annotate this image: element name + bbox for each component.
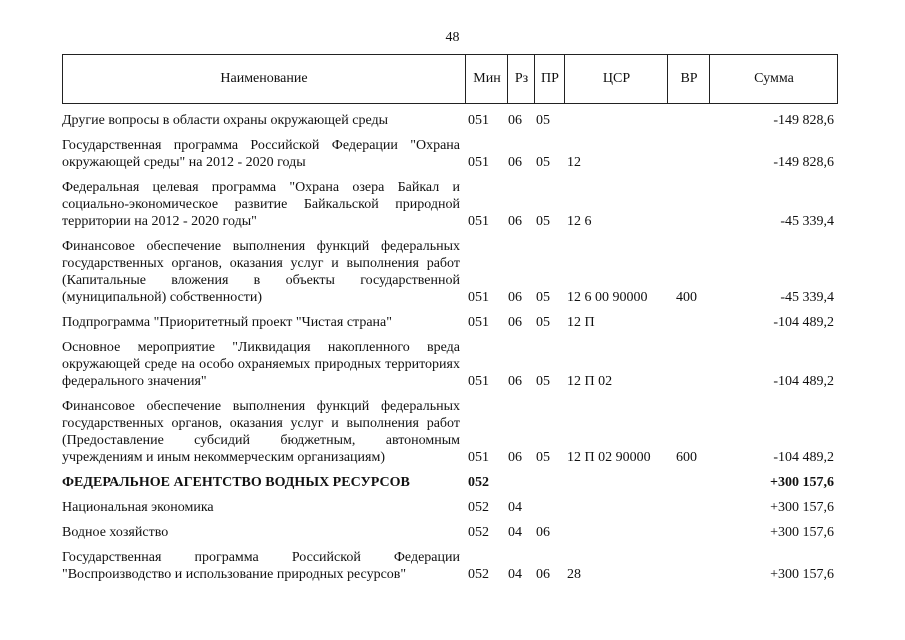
row-cell-sum: +300 157,6 <box>770 567 834 582</box>
row-cell-sum: -104 489,2 <box>773 450 834 465</box>
table-row <box>62 474 838 491</box>
table-row <box>62 314 838 331</box>
row-cell-csr: 28 <box>567 567 581 582</box>
table-row <box>62 549 838 583</box>
row-cell-name: Основное мероприятие "Ликвидация накопленного вреда окружающей среде на особо охраняемых природных территориях федерального значения" <box>62 340 460 389</box>
row-cell-sum: +300 157,6 <box>770 500 834 515</box>
row-cell-sum: -104 489,2 <box>773 315 834 330</box>
row-cell-rz: 04 <box>508 525 522 540</box>
table-header <box>62 54 838 104</box>
column-header-pr: ПР <box>534 55 565 103</box>
row-cell-pr: 05 <box>536 214 550 229</box>
row-cell-min: 051 <box>468 214 489 229</box>
row-cell-min: 051 <box>468 374 489 389</box>
row-cell-name: Государственная программа Российской Федерации "Охрана окружающей среды" на 2012 - 2020 годы <box>62 138 460 170</box>
column-header-csr: ЦСР <box>564 55 668 103</box>
column-header-name: Наименование <box>220 71 308 86</box>
column-header-min: Мин <box>465 55 508 103</box>
column-header-rz: Рз <box>507 55 535 103</box>
row-cell-sum: -149 828,6 <box>773 155 834 170</box>
row-cell-rz: 06 <box>508 374 522 389</box>
row-cell-rz: 06 <box>508 450 522 465</box>
row-cell-min: 052 <box>468 567 489 582</box>
row-cell-name: Водное хозяйство <box>62 525 169 540</box>
row-cell-rz: 06 <box>508 113 522 128</box>
row-cell-name: Подпрограмма "Приоритетный проект "Чистая страна" <box>62 315 392 330</box>
row-cell-sum: -45 339,4 <box>780 214 834 229</box>
row-cell-sum: -104 489,2 <box>773 374 834 389</box>
table-row <box>62 524 838 541</box>
row-cell-sum: -149 828,6 <box>773 113 834 128</box>
table-row <box>62 499 838 516</box>
row-cell-rz: 06 <box>508 155 522 170</box>
row-cell-rz: 06 <box>508 315 522 330</box>
table-row <box>62 179 838 230</box>
column-header-sum: Сумма <box>709 55 838 103</box>
row-cell-name: Государственная программа Российской Федерации "Воспроизводство и использование природных ресурсов" <box>62 550 460 582</box>
row-cell-name: Национальная экономика <box>62 500 214 515</box>
row-cell-rz: 04 <box>508 500 522 515</box>
row-cell-pr: 05 <box>536 374 550 389</box>
row-cell-min: 052 <box>468 475 489 490</box>
row-cell-rz: 06 <box>508 214 522 229</box>
row-cell-name: ФЕДЕРАЛЬНОЕ АГЕНТСТВО ВОДНЫХ РЕСУРСОВ <box>62 475 410 490</box>
row-cell-min: 051 <box>468 155 489 170</box>
row-cell-sum: -45 339,4 <box>780 290 834 305</box>
row-cell-pr: 05 <box>536 113 550 128</box>
row-cell-csr: 12 6 00 90000 <box>567 290 648 305</box>
row-cell-pr: 06 <box>536 567 550 582</box>
row-cell-min: 052 <box>468 525 489 540</box>
table-row <box>62 398 838 466</box>
column-header-vr: ВР <box>667 55 710 103</box>
row-cell-csr: 12 П <box>567 315 595 330</box>
table-row <box>62 238 838 306</box>
row-cell-csr: 12 П 02 <box>567 374 613 389</box>
table-body <box>62 112 838 583</box>
row-cell-name: Федеральная целевая программа "Охрана озера Байкал и социально-экономическое развитие Байкальской природной территории на 2012 - 2020 годы" <box>62 180 460 229</box>
row-cell-pr: 05 <box>536 315 550 330</box>
row-cell-name: Финансовое обеспечение выполнения функций федеральных государственных органов, оказания услуг и выполнения работ (Капитальные вложения в объекты государственной (муниципальной) собственности) <box>62 239 460 305</box>
row-cell-pr: 05 <box>536 290 550 305</box>
row-cell-min: 051 <box>468 450 489 465</box>
row-cell-sum: +300 157,6 <box>770 525 834 540</box>
row-cell-pr: 06 <box>536 525 550 540</box>
row-cell-name: Финансовое обеспечение выполнения функций федеральных государственных органов, оказания услуг и выполнения работ (Предоставление субсидий бюджетным, автономным учреждениям и иным некоммерческим организациям) <box>62 399 460 465</box>
row-cell-pr: 05 <box>536 450 550 465</box>
table-row <box>62 112 838 129</box>
row-cell-vr: 600 <box>676 450 697 465</box>
row-cell-csr: 12 6 <box>567 214 592 229</box>
row-cell-name: Другие вопросы в области охраны окружающей среды <box>62 113 388 128</box>
row-cell-csr: 12 <box>567 155 581 170</box>
row-cell-sum: +300 157,6 <box>770 475 834 490</box>
row-cell-min: 052 <box>468 500 489 515</box>
row-cell-min: 051 <box>468 290 489 305</box>
row-cell-min: 051 <box>468 113 489 128</box>
page-number: 48 <box>445 30 460 45</box>
budget-table <box>62 54 838 583</box>
row-cell-rz: 04 <box>508 567 522 582</box>
row-cell-csr: 12 П 02 90000 <box>567 450 651 465</box>
row-cell-pr: 05 <box>536 155 550 170</box>
row-cell-min: 051 <box>468 315 489 330</box>
table-row <box>62 339 838 390</box>
table-row <box>62 137 838 171</box>
row-cell-rz: 06 <box>508 290 522 305</box>
row-cell-vr: 400 <box>676 290 697 305</box>
